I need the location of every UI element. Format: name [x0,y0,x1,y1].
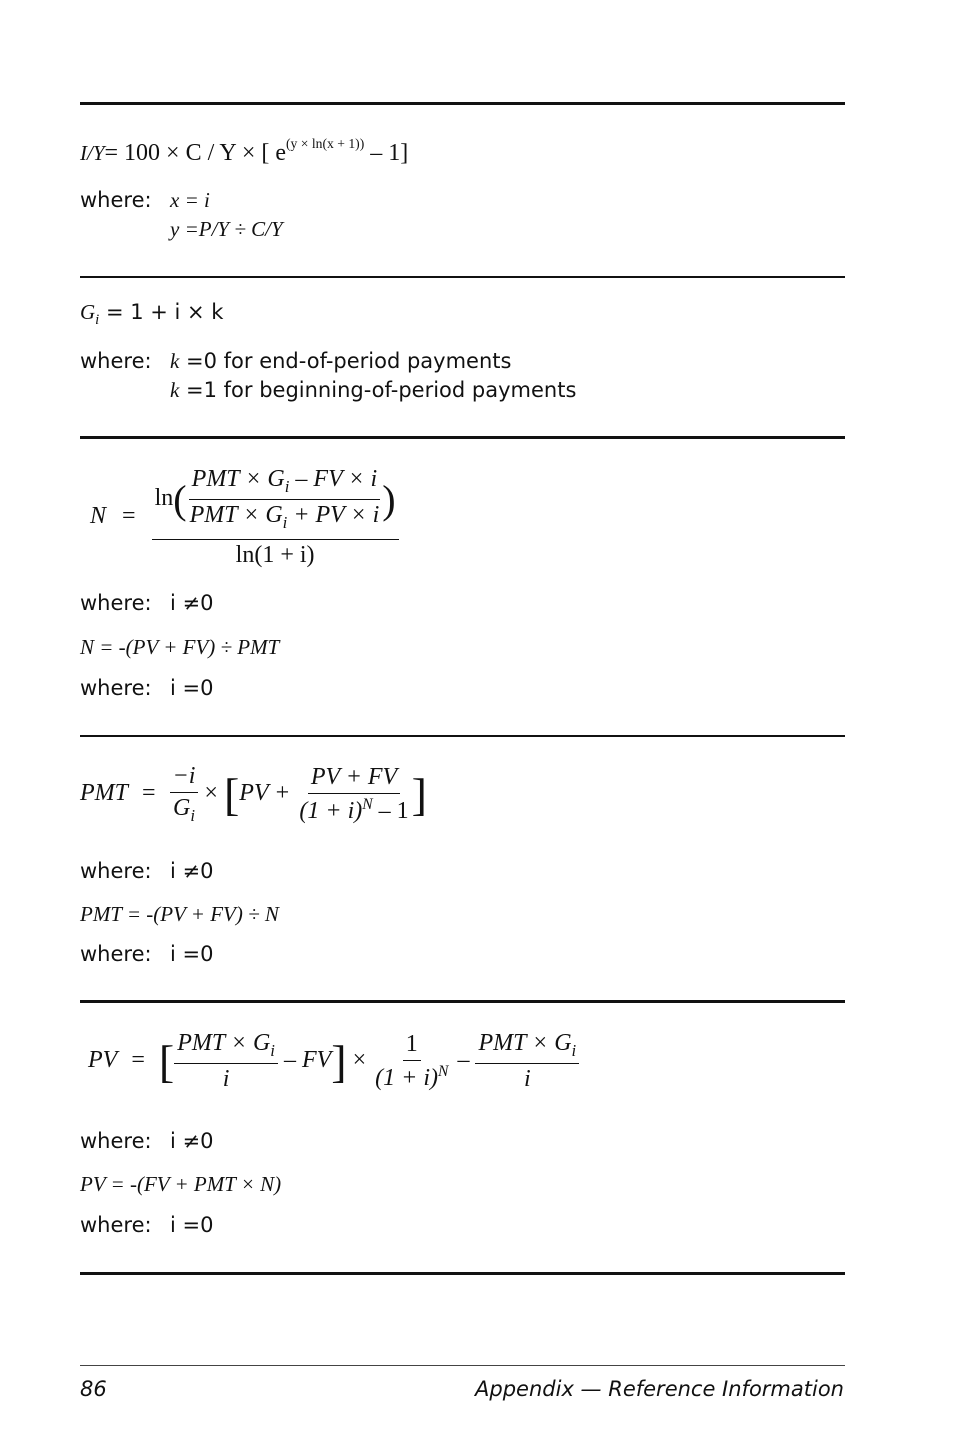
pv-cond-1: i ≠0 [170,1129,214,1153]
pv-formula: PV = [ $\frac{PMT \times G_i}{i}$ – FV] × $\frac{1}{(1 + i)^N}$ – $\frac{PMT \times G_i}{i}$ [88,1030,579,1093]
divider [80,276,845,278]
divider [80,1272,845,1275]
page-number: 86 [80,1377,107,1401]
pv-alt-formula: PV = -(FV + PMT × N) [80,1172,282,1196]
pmt-formula: PMT = $\frac{-i}{G_i}$ × [PV + $\frac{PV + FV}{(1 + i)^N - 1}$ ] [80,763,427,825]
pmt-cond-2: i =0 [170,942,214,966]
where-label: where: [80,1129,152,1153]
n-cond-1: i ≠0 [170,591,214,615]
section-title: Appendix — Reference Information [475,1377,844,1401]
where-label: where: [80,1213,152,1237]
gi-cond-2: k =1 for beginning-of-period payments [170,378,577,402]
divider [80,735,845,737]
iy-cond-1: x = i [170,188,210,212]
iy-formula: I/Y= 100 × C / Y × [ $e^{(y \times ln(x + 1))} - 1$] [80,136,409,166]
where-label: where: [80,942,152,966]
gi-cond-1: k =0 for end-of-period payments [170,349,512,373]
where-label: where: [80,349,152,373]
divider [80,1000,845,1003]
divider [80,436,845,439]
gi-formula: $G_i = 1 + i \times k$ [80,300,224,329]
where-label: where: [80,591,152,615]
pmt-cond-1: i ≠0 [170,859,214,883]
pv-cond-2: i =0 [170,1213,214,1237]
where-label: where: [80,188,152,212]
footer-divider [80,1365,845,1366]
divider [80,102,845,105]
iy-cond-2: y =P/Y ÷ C/Y [170,217,283,241]
n-cond-2: i =0 [170,676,214,700]
where-label: where: [80,859,152,883]
n-alt-formula: N = -(PV + FV) ÷ PMT [80,635,280,659]
n-formula: N = ln( $\frac{PMT \times G_i - FV \times i}{PMT \times G_i + PV \times i}$ ) ln(1 + i) [90,466,399,569]
where-label: where: [80,676,152,700]
pmt-alt-formula: PMT = -(PV + FV) ÷ N [80,902,279,926]
